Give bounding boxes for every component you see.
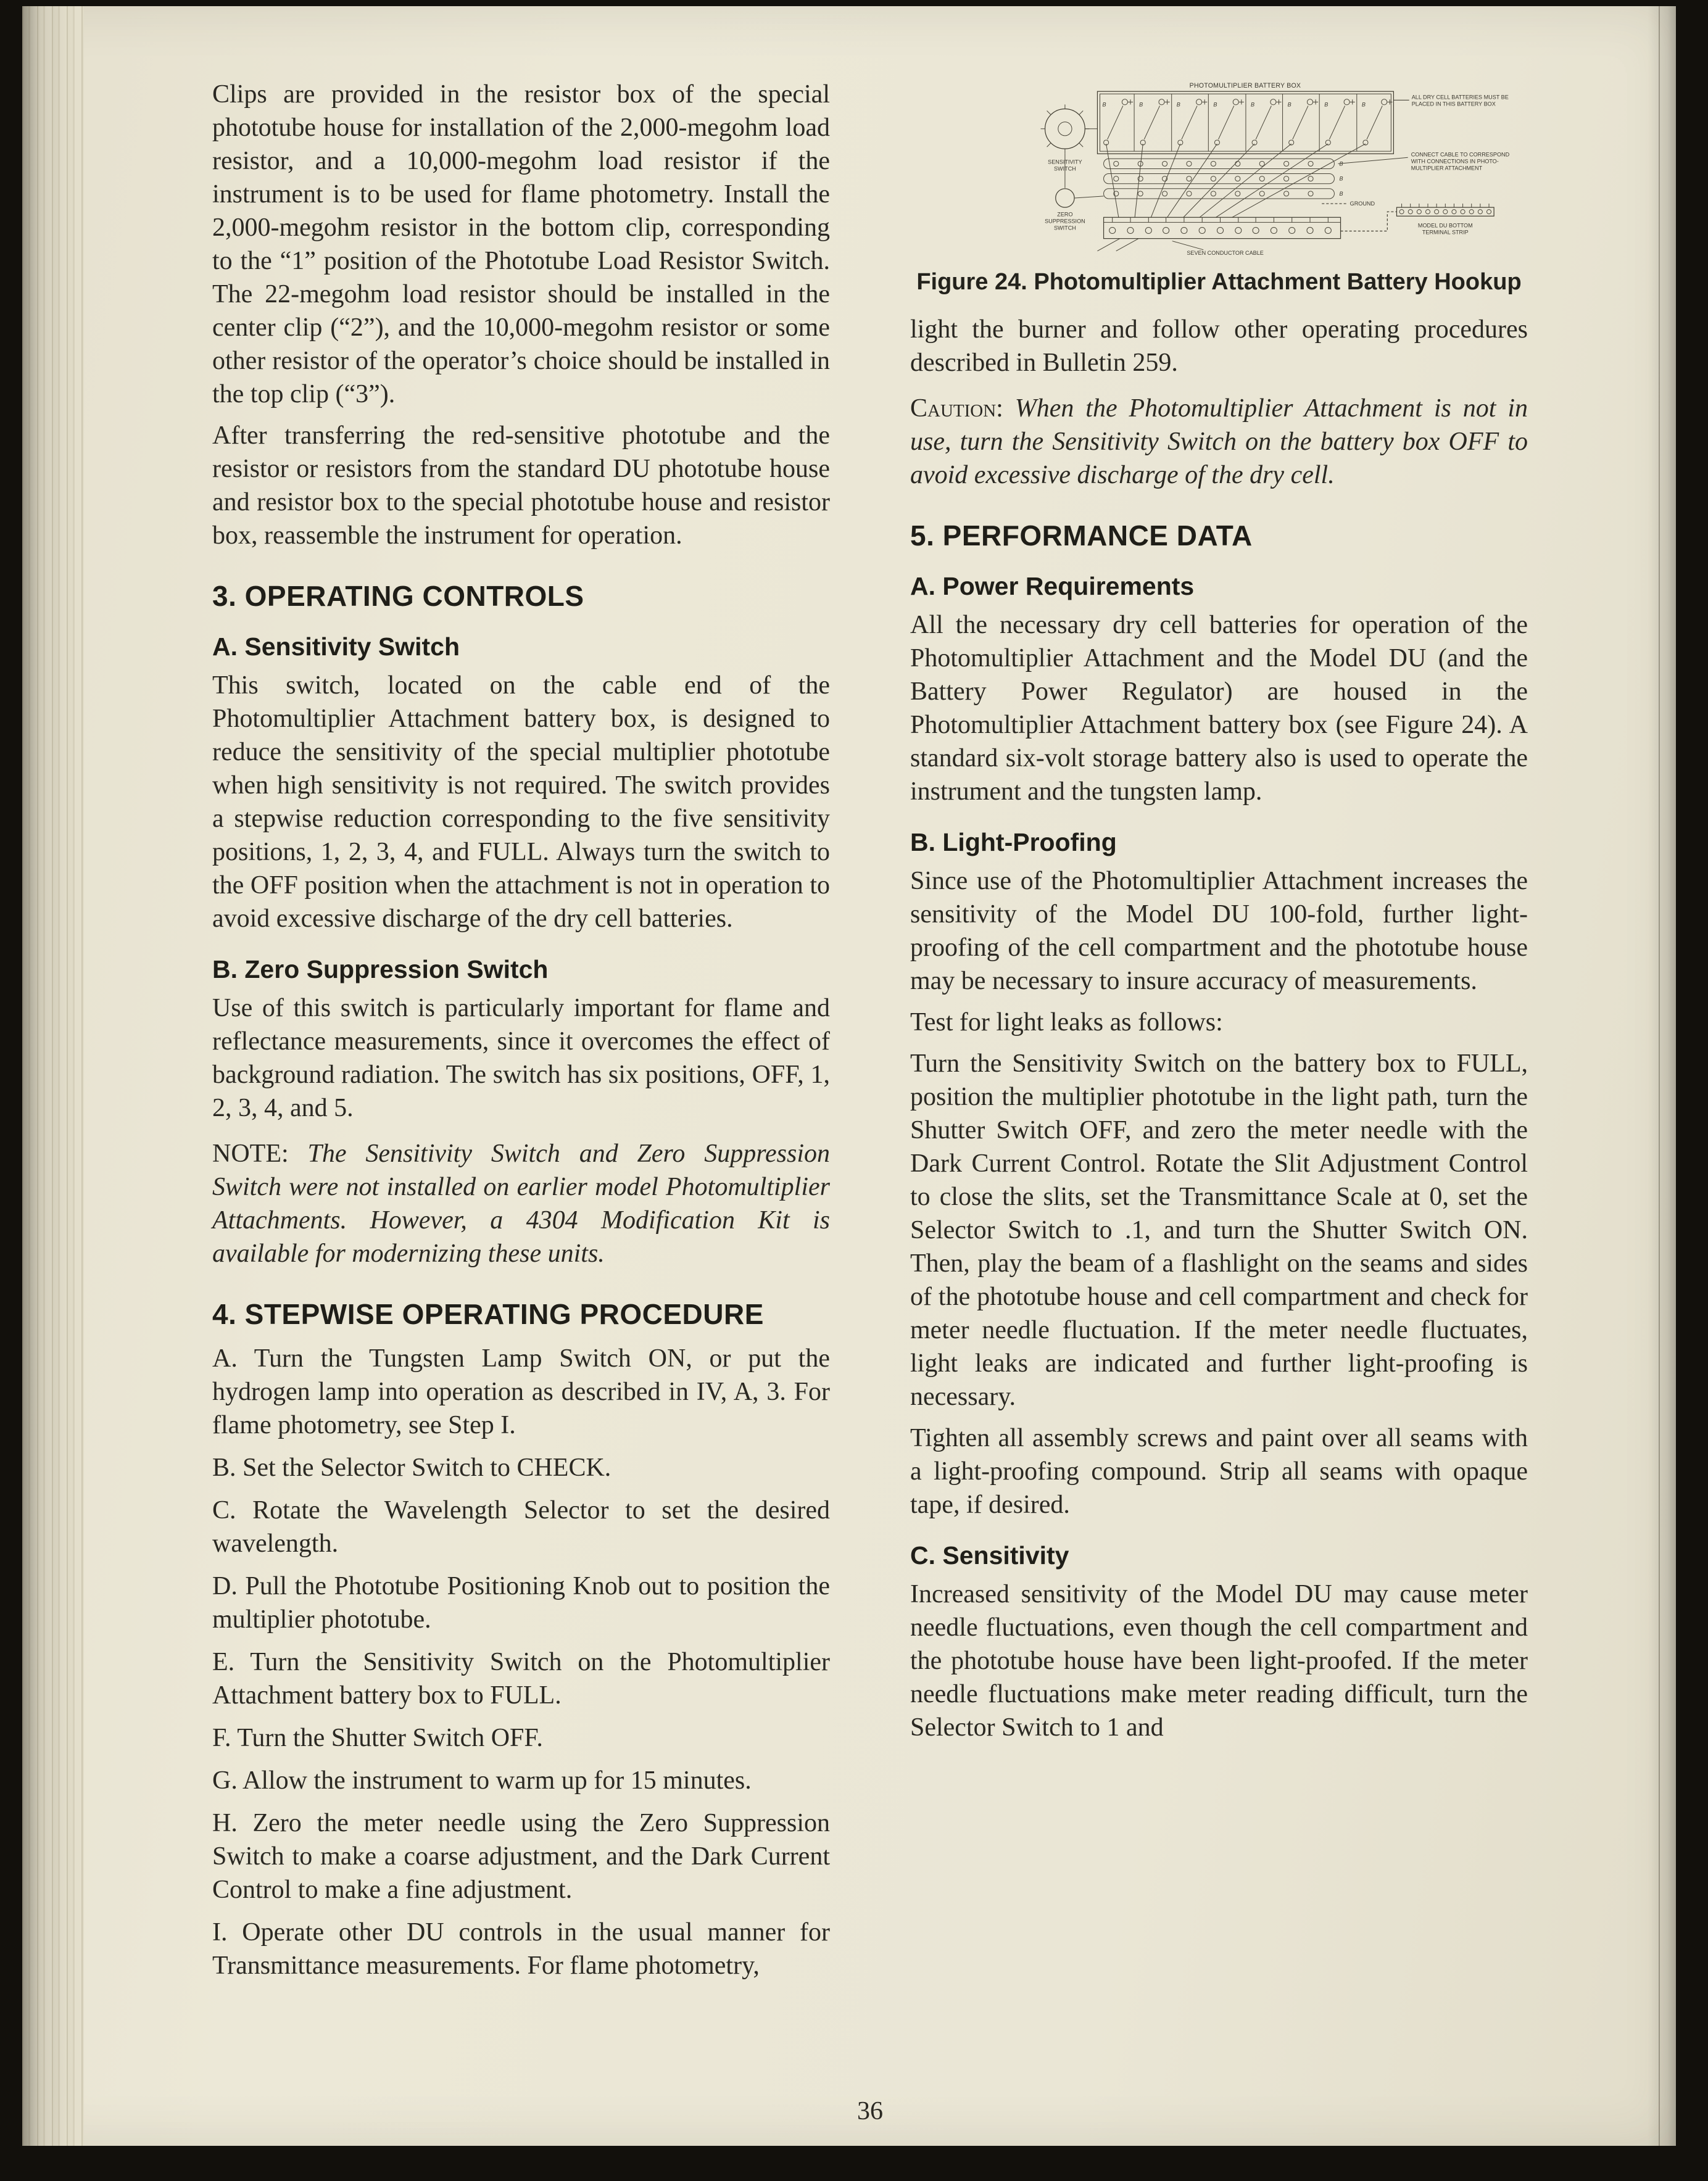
figure-label-seven-conductor-cable: SEVEN CONDUCTOR CABLE	[1187, 249, 1264, 256]
battery-label: B	[1213, 101, 1217, 108]
du-terminal-strip-connector	[1341, 204, 1494, 236]
caution-label: Caution:	[910, 394, 1003, 423]
cable-label-group	[1172, 241, 1264, 256]
figure-label-dry-cell-note: ALL DRY CELL BATTERIES MUST BE	[1411, 94, 1509, 101]
figure-label-connect-cable: CONNECT CABLE TO CORRESPOND	[1411, 151, 1510, 158]
para-light-burner: light the burner and follow other operating procedures described in Bulletin 259.	[910, 315, 1528, 377]
svg-text:PLACED IN THIS BATTERY BOX: PLACED IN THIS BATTERY BOX	[1411, 101, 1496, 107]
heading-operating-controls: 3. OPERATING CONTROLS	[212, 580, 584, 612]
subheading-sensitivity-switch: A. Sensitivity Switch	[212, 632, 460, 661]
battery-label: B	[1176, 101, 1180, 108]
svg-text:SUPPRESSION: SUPPRESSION	[1045, 218, 1085, 225]
figure-label-battery-box-title: PHOTOMULTIPLIER BATTERY BOX	[1189, 82, 1301, 90]
page-content	[212, 78, 1528, 1982]
step-d: D. Pull the Phototube Positioning Knob out to position the multiplier phototube.	[212, 1572, 830, 1634]
figure-label-terminal-strip: MODEL DU BOTTOM	[1417, 222, 1473, 229]
page-number: 36	[857, 2097, 883, 2125]
step-b: B. Set the Selector Switch to CHECK.	[212, 1454, 611, 1482]
dry-cell-note-group	[1393, 94, 1508, 107]
row-label: B	[1339, 160, 1343, 167]
svg-text:SWITCH: SWITCH	[1054, 225, 1076, 231]
figure-diagram	[910, 81, 1528, 260]
para-zero-suppression-switch: Use of this switch is particularly important for flame and reflectance measurements, since it overcomes the effect of background radiation. The switch has six positions, OFF, 1, 2, 3, 4, and 5.	[212, 994, 830, 1122]
row-label: B	[1339, 190, 1343, 197]
figure-label-ground: GROUND	[1349, 201, 1375, 207]
step-c: C. Rotate the Wavelength Selector to set the desired wavelength.	[212, 1496, 830, 1558]
left-column	[212, 78, 830, 1982]
para-increased-sensitivity: Increased sensitivity of the Model DU may cause meter needle fluctuations, even though the cell compartment and the phototube house have been light-proofed. If the meter needle fluctuations make meter reading difficult, turn the Selector Switch to 1 and	[910, 1580, 1528, 1742]
svg-text:TERMINAL STRIP: TERMINAL STRIP	[1422, 229, 1469, 236]
subheading-sensitivity: C. Sensitivity	[910, 1541, 1069, 1570]
step-h: H. Zero the meter needle using the Zero Suppression Switch to make a coarse adjustment, and the Dark Current Control to make a fine adjustment.	[212, 1809, 830, 1904]
battery-label: B	[1139, 101, 1143, 108]
battery-box	[1097, 91, 1393, 154]
battery-label: B	[1287, 101, 1291, 108]
subheading-zero-suppression-switch: B. Zero Suppression Switch	[212, 955, 549, 983]
note-text: The Sensitivity Switch and Zero Suppression Switch were not installed on earlier model Photomultiplier Attachments. However, a 4304 Modification Kit is available for modernizing these units.	[212, 1140, 830, 1268]
connect-cable-note-group	[1338, 151, 1509, 171]
figure-caption: Figure 24. Photomultiplier Attachment Battery Hookup	[916, 269, 1522, 295]
battery-label: B	[1251, 101, 1255, 108]
right-column	[910, 78, 1528, 1982]
step-i: I. Operate other DU controls in the usual manner for Transmittance measurements. For flame photometry,	[212, 1918, 830, 1980]
terminal-rows	[1104, 159, 1343, 199]
para-tighten-screws: Tighten all assembly screws and paint over all seams with a light-proofing compound. Strip all seams with opaque tape, if desired.	[910, 1424, 1528, 1519]
note-label: NOTE:	[212, 1140, 289, 1168]
seven-conductor-terminal-strip	[1097, 217, 1340, 251]
figure-24	[910, 81, 1528, 296]
sensitivity-switch-dial	[1041, 104, 1098, 172]
heading-performance-data: 5. PERFORMANCE DATA	[910, 519, 1253, 552]
svg-text:MULTIPLIER ATTACHMENT: MULTIPLIER ATTACHMENT	[1411, 165, 1483, 172]
caution-paragraph	[910, 392, 1528, 492]
para-light-leak-procedure: Turn the Sensitivity Switch on the battery box to FULL, position the multiplier phototube in the light path, turn the Shutter Switch OFF, and zero the meter needle with the Dark Current Control. Rotate the Slit Adjustment Control to close the slits, set the Transmittance Scale at 0, set the Selector Switch to .1, and turn the Shutter Switch ON. Then, play the beam of a flashlight on the seams and sides of the phototube house and cell compartment and check for meter needle fluctuation. If the meter needle fluctuates, light leaks are indicated and further light-proofing is necessary.	[910, 1049, 1528, 1411]
battery-label: B	[1361, 101, 1366, 108]
figure-label-sensitivity-switch: SENSITIVITY	[1048, 159, 1082, 165]
page-edge-line	[1659, 6, 1660, 2146]
svg-text:WITH CONNECTIONS IN PHOTO-: WITH CONNECTIONS IN PHOTO-	[1411, 158, 1499, 165]
manual-page	[22, 6, 1676, 2146]
battery-label: B	[1324, 101, 1329, 108]
caution-text: When the Photomultiplier Attachment is not in use, turn the Sensitivity Switch on the battery box OFF to avoid excessive discharge of the dry cell.	[910, 394, 1528, 489]
heading-stepwise-operating-procedure: 4. STEPWISE OPERATING PROCEDURE	[212, 1298, 764, 1330]
para-test-light-leaks: Test for light leaks as follows:	[910, 1008, 1223, 1037]
step-f: F. Turn the Shutter Switch OFF.	[212, 1724, 543, 1752]
ground-label-group	[1322, 201, 1375, 207]
para-resistor-clips: Clips are provided in the resistor box of the special phototube house for installation of the 2,000-megohm load resistor, and a 10,000-megohm load resistor if the instrument is to be used for flame photometry. Install the 2,000-megohm resistor in the bottom clip, corresponding to the “1” position of the Phototube Load Resistor Switch. The 22-megohm load resistor should be installed in the center clip (“2”), and the 10,000-megohm resistor or some other resistor of the operator’s choice should be installed in the top clip (“3”).	[212, 80, 830, 408]
step-a: A. Turn the Tungsten Lamp Switch ON, or put the hydrogen lamp into operation as described in IV, A, 3. For flame photometry, see Step I.	[212, 1344, 830, 1439]
para-reassemble: After transferring the red-sensitive phototube and the resistor or resistors from the standard DU phototube house and resistor box to the special phototube house and resistor box, reassemble the instrument for operation.	[212, 421, 830, 550]
book-page-edges	[22, 6, 84, 2146]
para-light-proofing: Since use of the Photomultiplier Attachment increases the sensitivity of the Model DU 100-fold, further light-proofing of the cell compartment and the phototube house may be necessary to insure accuracy of measurements.	[910, 867, 1528, 995]
svg-text:SWITCH: SWITCH	[1054, 165, 1076, 172]
step-e: E. Turn the Sensitivity Switch on the Photomultiplier Attachment battery box to FULL.	[212, 1648, 830, 1710]
para-sensitivity-switch: This switch, located on the cable end of the Photomultiplier Attachment battery box, is designed to reduce the sensitivity of the special multiplier phototube when high sensitivity is not required. The switch provides a stepwise reduction corresponding to the five sensitivity positions, 1, 2, 3, 4, and FULL. Always turn the switch to the OFF position when the attachment is not in operation to avoid excessive discharge of the dry cell batteries.	[212, 671, 830, 933]
subheading-power-requirements: A. Power Requirements	[910, 572, 1195, 600]
para-power-requirements: All the necessary dry cell batteries for operation of the Photomultiplier Attachment and the Model DU (and the Battery Power Regulator) are housed in the Photomultiplier Attachment battery box (see Figure 24). A standard six-volt storage battery also is used to operate the instrument and the tungsten lamp.	[910, 611, 1528, 806]
figure-label-zero-suppression: ZERO	[1057, 211, 1073, 218]
battery-label: B	[1102, 101, 1106, 108]
subheading-light-proofing: B. Light-Proofing	[910, 828, 1117, 856]
step-g: G. Allow the instrument to warm up for 15 minutes.	[212, 1766, 752, 1795]
row-label: B	[1339, 175, 1343, 182]
note-paragraph	[212, 1137, 830, 1270]
